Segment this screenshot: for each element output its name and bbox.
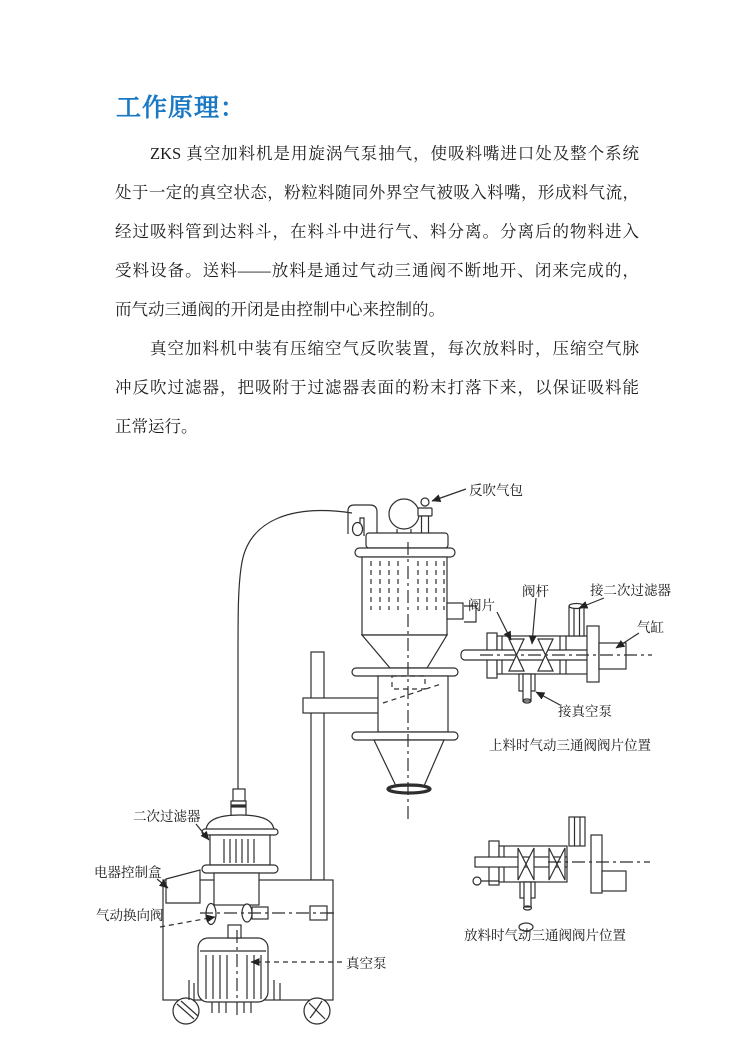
arrow-to-vacuum-pump [536,692,560,705]
top-pipe-to-filter [569,604,584,637]
caption-discharging-position: 放料时气动三通阀阀片位置 [464,928,626,943]
page-title: 工作原理： [116,95,247,122]
label-valve-disc: 阀片 [468,598,495,613]
arrow-air-cylinder [616,633,639,648]
paragraph2-line1: 真空加料机中装有压缩空气反吹装置，每次放料时，压缩空气脉 [150,339,639,358]
arrow-to-secondary-filter [579,598,604,608]
label-air-cylinder: 气缸 [637,620,664,635]
discharging-valve-diagram [473,817,650,931]
paragraph1-line5: 而气动三通阀的开闭是由控制中心来控制的。 [115,300,445,319]
inlet-elbow [348,505,377,536]
arrow-blowback-bag [432,489,466,501]
label-directional-valve: 气动换向阀 [96,908,164,923]
handle-knob [473,877,481,885]
right-flange [591,835,602,893]
main-machine-drawing [163,498,476,1024]
blowback-air-bag [389,499,419,534]
paragraph2-line3: 正常运行。 [115,417,198,436]
top-pipe [569,817,585,846]
hopper-drawing [352,533,476,822]
label-vacuum-pump: 真空泵 [346,956,387,971]
right-flange [587,626,599,682]
feeding-valve-diagram [461,604,652,704]
air-cylinder-drawing [602,871,626,891]
paragraph1-line4: 受料设备。送料——放料是通过气动三通阀不断地开、闭来完成的， [115,261,639,280]
air-cylinder-drawing [599,643,626,669]
caster-wheel-left [173,998,199,1024]
label-to-vacuum-pump: 接真空泵 [558,704,612,719]
suction-hose [238,511,352,789]
bottom-pipe-to-pump [519,674,535,703]
caption-feeding-position: 上料时气动三通阀阀片位置 [489,738,651,753]
side-port [447,603,463,619]
paragraph1-line3: 经过吸料管到达料斗，在料斗中进行气、料分离。分离后的物料进入 [115,222,639,241]
hose-fitting [233,789,245,801]
label-secondary-filter: 二次过滤器 [133,809,201,824]
bottom-pipe [520,882,535,910]
control-box-drawing [166,870,200,903]
paragraph1-line2: 处于一定的真空状态，粉粒料随同外界空气被吸入料嘴，形成料气流， [115,183,639,202]
paragraph1-line1: ZKS 真空加料机是用旋涡气泵抽气，使吸料嘴进口处及整个系统 [150,144,639,163]
label-blowback-bag: 反吹气包 [469,483,523,498]
stand-post [311,652,324,880]
label-to-secondary-filter: 接二次过滤器 [590,583,671,598]
pulse-valve [418,498,432,535]
paragraph2-line2: 冲反吹过滤器，把吸附于过滤器表面的粉末打落下来，以保证吸料能 [115,378,639,397]
label-valve-stem: 阀杆 [522,584,549,599]
caster-wheel-right [304,998,330,1024]
label-control-box: 电器控制盒 [94,865,162,880]
stand-bracket [303,698,381,713]
